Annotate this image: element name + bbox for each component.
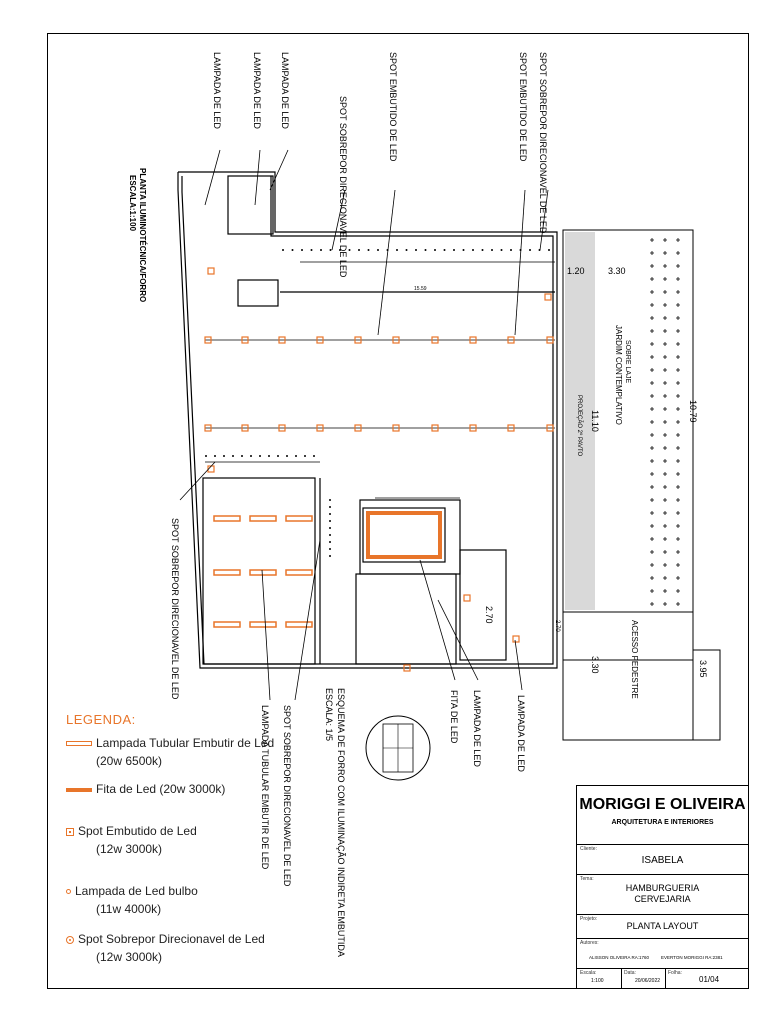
client-value: ISABELA [641, 855, 684, 866]
section-note: ESQUEMA DE FORRO COM ILUMINAÇÃO INDIRETA EMBUTIDA [336, 688, 346, 957]
title-block [576, 785, 749, 989]
project-row [577, 914, 748, 938]
client-label: Cliente: [580, 846, 597, 852]
surface-spot [295, 455, 297, 457]
surface-spot [358, 249, 360, 251]
callout-bottom-2: LAMPADA TUBULAR EMBUTIR DE LED [260, 705, 270, 870]
tubular-lamp [286, 516, 312, 521]
authors-label: Autores: [580, 940, 599, 946]
theme-line-2: CERVEJARIA [634, 894, 691, 904]
callout-top-4: SPOT SOBREPOR DIRECIONAVEL DE LED [338, 96, 348, 278]
surface-spot [301, 249, 303, 251]
legend-label: Spot Embutido de Led [78, 824, 197, 838]
recessed-spot [545, 294, 551, 300]
surface-spot [444, 249, 446, 251]
tubular-lamp [286, 570, 312, 575]
sheet-label: Folha: [668, 970, 682, 976]
recessed-spot-icon [66, 828, 74, 836]
recessed-spot [513, 636, 519, 642]
section-scale: ESCALA: 1/5 [324, 688, 334, 742]
surface-spot [329, 555, 331, 557]
callout-bottom-1: SPOT SOBREPOR DIRECIONAVEL DE LED [170, 518, 180, 700]
callout-top-2: LAMPADA DE LED [252, 52, 262, 129]
surface-spot [286, 455, 288, 457]
callout-top-5: SPOT EMBUTIDO DE LED [388, 52, 398, 162]
legend-label: Spot Sobrepor Direcionavel de Led [78, 932, 265, 946]
tubular-lamp [214, 570, 240, 575]
plan-scale: ESCALA:1:100 [128, 175, 137, 232]
surface-spot-icon [66, 936, 74, 944]
tubular-lamp [286, 622, 312, 627]
surface-spot [501, 249, 503, 251]
dim-3: 10.79 [688, 400, 698, 423]
callout-texts [128, 52, 639, 957]
project-value: PLANTA LAYOUT [626, 921, 699, 931]
legend-item-tube [66, 734, 274, 770]
surface-spot [214, 455, 216, 457]
surface-spot [329, 520, 331, 522]
surface-spot [510, 249, 512, 251]
surface-spot [406, 249, 408, 251]
legend-item-recessed [66, 822, 197, 858]
surface-spot [304, 455, 306, 457]
garden-proj: PROJEÇÃO 2º PAVTO [576, 395, 582, 457]
surface-spot [311, 249, 313, 251]
surface-spot [368, 249, 370, 251]
surface-spot [277, 455, 279, 457]
author-2: EVERTON MORIGGI RA:2381 [661, 955, 723, 960]
date-label: Data: [624, 970, 636, 976]
callout-bottom-6: LAMPADA DE LED [516, 695, 526, 772]
callout-bottom-3: SPOT SOBREPOR DIRECIONAVEL DE LED [282, 705, 292, 887]
recessed-spot [464, 595, 470, 601]
callout-bottom-4: FITA DE LED [449, 690, 459, 744]
surface-spot [491, 249, 493, 251]
legend-item-fita [66, 780, 225, 798]
tubular-lamps [214, 516, 312, 627]
tubular-lamp [214, 622, 240, 627]
surface-spot [415, 249, 417, 251]
date-value: 20/06/2022 [635, 978, 661, 984]
authors-row [577, 938, 748, 968]
dim-5: 3.30 [590, 656, 600, 674]
sheet-value: 01/04 [699, 975, 720, 984]
theme-row [577, 874, 748, 916]
theme-label: Tema: [580, 876, 594, 882]
surface-spot [329, 499, 331, 501]
surface-spot [472, 249, 474, 251]
surface-spot [453, 249, 455, 251]
surface-spot [330, 249, 332, 251]
legend-item-bulb [66, 882, 198, 918]
surface-spot [320, 249, 322, 251]
surface-spot [241, 455, 243, 457]
surface-spot [529, 249, 531, 251]
legend-label: Lampada Tubular Embutir de Led [96, 736, 275, 750]
plan-title: PLANTA ILUMINOTÉCNICA/FORRO [138, 168, 147, 303]
surface-spot [250, 455, 252, 457]
surface-spot [268, 455, 270, 457]
bulb-icon [66, 889, 71, 894]
dim-1: 1.20 [567, 266, 585, 276]
counter-led-strip [363, 508, 445, 562]
legend-spec: (12w 3000k) [96, 842, 163, 856]
surface-spot [463, 249, 465, 251]
legend-spec: (20w 6500k) [96, 754, 163, 768]
dim-6: 3.95 [698, 660, 708, 678]
surface-spot [329, 513, 331, 515]
legend-item-surface [66, 930, 265, 966]
surface-spot [282, 249, 284, 251]
tubular-lamp [250, 516, 276, 521]
legend-spec: (11w 4000k) [96, 902, 162, 916]
surface-spot [329, 527, 331, 529]
surface-spot [259, 455, 261, 457]
tubular-lamp [250, 622, 276, 627]
footer-row [577, 968, 748, 988]
surface-spot [425, 249, 427, 251]
tube-icon [66, 741, 92, 746]
surface-spot [329, 534, 331, 536]
scale-label: Escala: [580, 970, 597, 976]
light-rows [205, 262, 555, 498]
walls [178, 172, 557, 668]
firm-subtitle: ARQUITETURA E INTERIORES [611, 819, 714, 826]
scale-value: 1:100 [591, 978, 604, 984]
dim-7: 2.70 [484, 606, 494, 624]
section-detail [366, 716, 430, 780]
surface-spots [205, 249, 550, 557]
callout-top-1: LAMPADA DE LED [212, 52, 222, 129]
tubular-lamp [250, 570, 276, 575]
access-area [563, 612, 720, 740]
garden-label: JARDIM CONTEMPLATIVO [614, 325, 623, 425]
legend-label: Fita de Led (20w 3000k) [96, 782, 226, 796]
garden-sub: SOBRE LAJE [624, 340, 631, 384]
dim-8: 15.59 [414, 286, 427, 292]
surface-spot [377, 249, 379, 251]
surface-spot [223, 455, 225, 457]
surface-spot [482, 249, 484, 251]
surface-spot [329, 548, 331, 550]
callout-bottom-5: LAMPADA DE LED [472, 690, 482, 767]
surface-spot [329, 506, 331, 508]
surface-spot [396, 249, 398, 251]
callout-top-6: SPOT EMBUTIDO DE LED [518, 52, 528, 162]
tubular-lamp [214, 516, 240, 521]
legend-title: LEGENDA: [66, 712, 136, 727]
firm-name: MORIGGI E OLIVEIRA [579, 796, 746, 813]
dim-4: 11.10 [590, 410, 600, 432]
surface-spot [205, 455, 207, 457]
access-label: ACESSO PEDESTRE [630, 620, 639, 699]
surface-spot [292, 249, 294, 251]
led-strip-icon [66, 788, 92, 792]
callout-top-3: LAMPADA DE LED [280, 52, 290, 129]
dim-9: 2.70 [554, 620, 560, 632]
project-label: Projeto: [580, 916, 598, 922]
surface-spot [313, 455, 315, 457]
legend-spec: (12w 3000k) [96, 950, 163, 964]
theme-line-1: HAMBURGUERIA [625, 883, 700, 893]
legend-label: Lampada de Led bulbo [75, 884, 198, 898]
client-row [577, 844, 748, 874]
recessed-spot [208, 268, 214, 274]
dim-2: 3.30 [608, 266, 626, 276]
surface-spot [434, 249, 436, 251]
callout-top-7: SPOT SOBREPOR DIRECIONAVEL DE LED [538, 52, 548, 234]
surface-spot [232, 455, 234, 457]
surface-spot [329, 541, 331, 543]
surface-spot [548, 249, 550, 251]
author-1: ALISSON OLIVEIRA RA:1760 [589, 955, 650, 960]
